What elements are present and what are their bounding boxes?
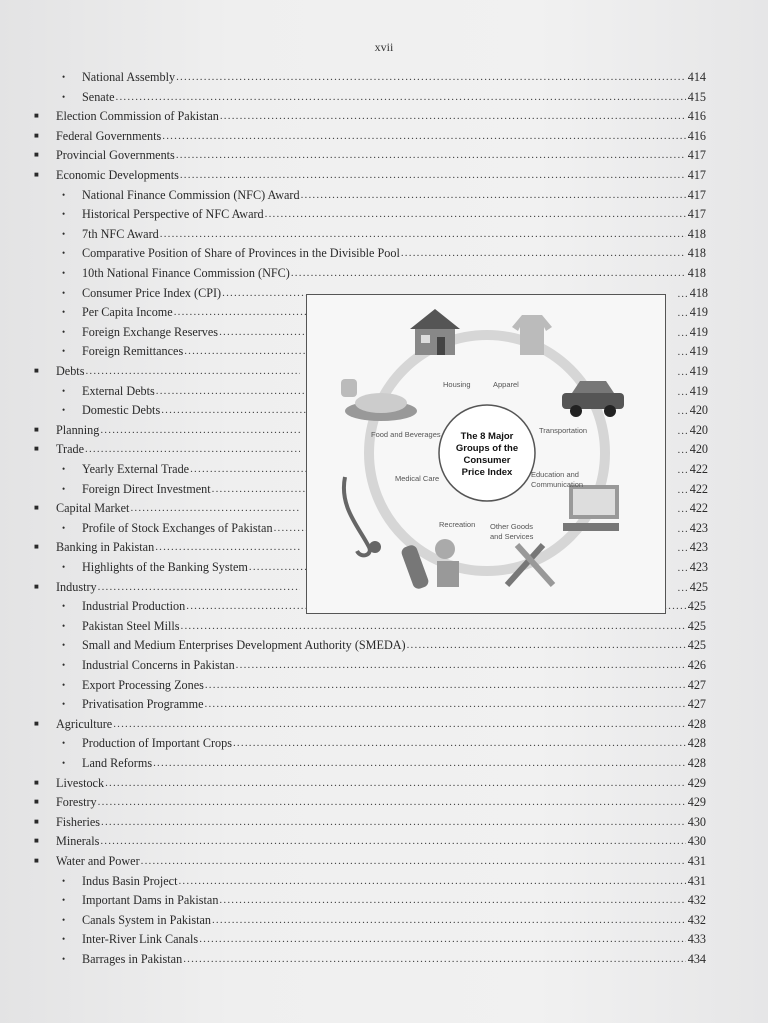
toc-entry-title: Profile of Stock Exchanges of Pakistan (82, 520, 273, 535)
toc-entry[interactable] (62, 264, 706, 282)
leader-dots (85, 440, 300, 458)
toc-entry-title: Debts (56, 364, 85, 378)
round-bullet-icon: • (62, 914, 66, 925)
toc-entry[interactable] (62, 480, 306, 498)
toc-entry-page: 433 (687, 932, 706, 947)
round-bullet-icon: • (62, 464, 66, 474)
computer-icon (563, 485, 619, 531)
cpi-groups-figure (306, 294, 666, 614)
leader-dots (220, 107, 686, 125)
toc-entry-page-number: 420 (689, 442, 708, 457)
toc-entry-page-number: 419 (689, 305, 708, 320)
toc-entry-page-number: 419 (689, 344, 708, 359)
toc-entry[interactable]: ■ Fisheries ..... 430 (56, 813, 706, 831)
leader-dots: ... (677, 424, 689, 437)
toc-entry-title: Consumer Price Index (CPI) (82, 285, 222, 300)
toc-entry[interactable]: ■ Planning ..... (56, 421, 300, 439)
leader-dots (222, 284, 306, 302)
toc-entry-title: Minerals (56, 834, 100, 849)
toc-entry-page-number: 419 (689, 324, 708, 339)
round-bullet-icon: • (62, 758, 66, 768)
label-medical: Medical Care (395, 474, 440, 483)
leader-dots (100, 832, 685, 850)
toc-entry-page (674, 460, 708, 479)
toc-entry-title: Planning (56, 422, 100, 437)
toc-entry-title: Foreign Remittances (82, 344, 184, 359)
center-title-4: Price Index (461, 467, 513, 478)
toc-entry[interactable] (62, 401, 306, 419)
leader-dots (205, 695, 686, 713)
leader-dots: ... (677, 542, 689, 555)
leader-dots (178, 872, 685, 890)
toc-entry-page-number: 423 (689, 520, 708, 535)
round-bullet-icon: • (62, 268, 66, 278)
leader-dots (176, 146, 686, 164)
toc-entry-page: 434 (687, 952, 706, 966)
toc-entry-title: National Finance Commission (NFC) Award (82, 187, 300, 202)
leader-dots: ... (677, 503, 689, 516)
toc-entry[interactable] (62, 205, 706, 223)
leader-dots (113, 715, 686, 733)
toc-entry-page: 425 (687, 599, 706, 614)
toc-entry-page: 417 (687, 187, 706, 202)
toc-entry[interactable] (62, 225, 706, 243)
page-number: xvii (374, 40, 394, 54)
toc-entry-page-number: 425 (689, 579, 708, 594)
leader-dots: ... (677, 444, 689, 457)
toc-entry[interactable] (62, 695, 706, 713)
toc-entry[interactable]: ■ Industry ..... (56, 578, 300, 596)
leader-dots (153, 754, 686, 772)
toc-entry-page: 431 (687, 873, 706, 888)
toc-entry-page: 417 (687, 207, 706, 222)
toc-entry-page-number: 422 (689, 481, 708, 496)
leader-dots: ... (677, 366, 689, 378)
toc-entry-page: 427 (687, 677, 706, 692)
toc-entry-title: Important Dams in Pakistan (82, 893, 219, 908)
round-bullet-icon: • (62, 738, 66, 749)
toc-entry[interactable]: ■ Trade ..... (56, 440, 300, 458)
leader-dots (407, 636, 686, 654)
toc-entry[interactable] (62, 460, 306, 478)
toc-entry-title: Senate (82, 89, 115, 104)
toc-entry[interactable] (62, 186, 706, 204)
toc-entry-title: 7th NFC Award (82, 226, 159, 241)
toc-entry-title: Foreign Direct Investment (82, 481, 211, 496)
toc-entry-page: 418 (687, 226, 706, 241)
toc-entry-page (674, 558, 708, 577)
toc-entry-page (674, 382, 708, 401)
toc-entry-page: 430 (687, 834, 706, 849)
toc-entry-page: 418 (687, 246, 706, 261)
toc-entry[interactable]: ■ Capital Market ..... (56, 499, 300, 517)
center-title-2: Groups of the (455, 443, 519, 454)
toc-entry-page (674, 578, 708, 597)
leader-dots (301, 186, 686, 204)
toc-entry-title: Federal Governments (56, 128, 162, 143)
toc-entry-page (674, 421, 708, 440)
toc-entry-title: Foreign Exchange Reserves (82, 324, 219, 339)
toc-entry-page-number: 418 (689, 285, 708, 300)
toc-entry-page (674, 538, 708, 557)
label-housing: Housing (443, 380, 471, 389)
round-bullet-icon: • (62, 189, 66, 200)
toc-entry[interactable]: ■ Livestock ..... 429 (56, 774, 706, 792)
leader-dots (265, 205, 686, 223)
toc-entry[interactable]: ■ Election Commission of Pakistan ..... 416 (56, 107, 706, 125)
toc-entry[interactable]: ■ Debts ..... (56, 362, 300, 380)
toc-entry[interactable] (62, 284, 306, 302)
toc-entry-page: 414 (687, 70, 706, 84)
toc-entry-title: Agriculture (56, 716, 113, 731)
leader-dots: ... (677, 287, 689, 300)
toc-entry[interactable] (62, 558, 306, 576)
toc-entry-title: Yearly External Trade (82, 462, 190, 476)
toc-entry-page: 429 (687, 775, 706, 790)
toc-entry-title: National Assembly (82, 70, 176, 84)
label-other-goods-2: and Services (490, 532, 534, 541)
toc-entry[interactable] (62, 382, 306, 400)
leader-dots: ... (677, 581, 689, 594)
toc-entry-page (674, 519, 708, 538)
toc-entry[interactable]: ■ Forestry ..... 429 (56, 793, 706, 811)
leader-dots (236, 656, 686, 674)
toc-entry-title: Trade (56, 442, 84, 457)
center-title-3: Consumer (463, 455, 511, 466)
round-bullet-icon: • (62, 405, 66, 416)
leader-dots (184, 342, 306, 360)
leader-dots: ... (677, 307, 689, 320)
leader-dots (199, 930, 686, 948)
leader-dots (100, 421, 300, 439)
round-bullet-icon: • (62, 699, 66, 710)
toc-entry[interactable]: ■ Water and Power ..... 431 (56, 852, 706, 870)
label-education-2: Communication (531, 480, 584, 489)
label-recreation: Recreation (439, 520, 476, 529)
leader-dots (180, 166, 686, 184)
toc-entry-title: Provincial Governments (56, 148, 175, 163)
toc-entry-title: Highlights of the Banking System (82, 560, 248, 574)
toc-entry-page: 417 (687, 148, 706, 163)
label-education-1: Education and (531, 470, 579, 479)
round-bullet-icon: • (62, 895, 66, 906)
round-bullet-icon: • (62, 660, 66, 670)
toc-entry-title: Economic Developments (56, 168, 179, 182)
label-other-goods-1: Other Goods (490, 522, 533, 531)
leader-dots (212, 480, 306, 498)
toc-entry[interactable] (62, 930, 706, 948)
leader-dots (116, 88, 686, 106)
toc-entry-page (674, 440, 708, 459)
toc-entry-page: 426 (687, 658, 706, 672)
house-icon (410, 309, 460, 355)
round-bullet-icon: • (62, 228, 66, 239)
label-apparel: Apparel (493, 380, 519, 389)
toc-entry-page-number: 419 (689, 383, 708, 398)
leader-dots (160, 225, 686, 243)
leader-dots: ... (677, 326, 689, 339)
leader-dots (249, 558, 306, 576)
toc-entry-title: Fisheries (56, 814, 101, 829)
toc-entry[interactable] (62, 676, 706, 694)
round-bullet-icon: • (62, 385, 66, 396)
leader-dots (156, 382, 306, 400)
toc-entry[interactable]: ■ Provincial Governments ..... 417 (56, 146, 706, 164)
leader-dots (85, 362, 300, 380)
toc-entry[interactable]: ■ Minerals ..... 430 (56, 832, 706, 850)
leader-dots (219, 891, 685, 909)
round-bullet-icon: • (62, 954, 66, 964)
leader-dots (233, 734, 686, 752)
toc-entry-page (674, 499, 708, 518)
leader-dots: ... (677, 522, 689, 535)
toc-entry[interactable] (62, 617, 706, 635)
toc-entry-title: Water and Power (56, 854, 140, 868)
toc-entry[interactable] (62, 950, 706, 968)
toc-entry-page (674, 401, 708, 420)
toc-entry-page-number: 420 (689, 403, 708, 418)
toc-entry-page: 428 (687, 736, 706, 751)
toc-entry[interactable] (62, 88, 706, 106)
toc-entry[interactable] (62, 734, 706, 752)
toc-entry-page: 428 (687, 756, 706, 770)
toc-entry-page: 416 (687, 128, 706, 143)
leader-dots: ... (677, 483, 689, 496)
leader-dots (155, 538, 300, 556)
toc-entry-page: 428 (687, 716, 706, 731)
toc-entry[interactable] (62, 244, 706, 262)
toc-entry[interactable] (62, 68, 706, 86)
toc-entry-page (674, 303, 708, 322)
label-food: Food and Beverages (371, 430, 441, 439)
leader-dots (130, 499, 300, 517)
toc-entry[interactable] (62, 891, 706, 909)
toc-entry-page-number: 422 (689, 501, 708, 516)
leader-dots (161, 401, 306, 419)
toc-entry-title: Forestry (56, 795, 97, 810)
toc-entry[interactable] (62, 754, 706, 772)
toc-entry-title: Domestic Debts (82, 403, 161, 418)
toc-entry-page: 417 (687, 168, 706, 182)
toc-entry-title: Barrages in Pakistan (82, 952, 183, 966)
round-bullet-icon: • (62, 620, 66, 631)
toc-entry-title: Inter-River Link Canals (82, 932, 199, 947)
toc-entry-title: Industry (56, 579, 97, 594)
recreation-icon (400, 539, 459, 590)
leader-dots (101, 813, 686, 831)
leader-dots (162, 127, 685, 145)
toc-entry[interactable] (62, 342, 306, 360)
toc-entry-page (674, 362, 708, 381)
round-bullet-icon: • (62, 679, 66, 690)
food-icon (341, 379, 417, 421)
toc-entry-title: Banking in Pakistan (56, 540, 155, 555)
leader-dots (212, 911, 686, 929)
cpi-diagram (307, 295, 665, 613)
toc-entry-title: Election Commission of Pakistan (56, 109, 219, 124)
leader-dots (183, 950, 686, 968)
toc-entry[interactable] (62, 323, 306, 341)
toc-entry-title: Per Capita Income (82, 305, 173, 320)
round-bullet-icon: • (62, 287, 66, 298)
round-bullet-icon: • (62, 209, 66, 220)
leader-dots (141, 852, 686, 870)
round-bullet-icon: • (62, 640, 66, 651)
center-title-1: The 8 Major (460, 431, 514, 442)
round-bullet-icon: • (62, 875, 66, 886)
toc-entry-page-number: 422 (689, 462, 708, 476)
leader-dots: ... (677, 346, 689, 359)
toc-entry[interactable]: ■ Banking in Pakistan ..... (56, 538, 300, 556)
round-bullet-icon: • (62, 601, 66, 612)
leader-dots (98, 793, 686, 811)
toc-entry-title: Small and Medium Enterprises Development Authority (SMEDA) (82, 638, 406, 653)
round-bullet-icon: • (62, 326, 66, 337)
leader-dots (205, 676, 686, 694)
toc-entry-page: 431 (687, 854, 706, 868)
round-bullet-icon: • (62, 934, 66, 945)
leader-dots (105, 774, 686, 792)
toc-entry-page: 425 (687, 618, 706, 633)
toc-entry-page: 432 (687, 912, 706, 927)
leader-dots (181, 617, 686, 635)
leader-dots (98, 578, 300, 596)
round-bullet-icon: • (62, 248, 66, 259)
toc-entry[interactable]: ■ Economic Developments ..... 417 (56, 166, 706, 184)
leader-dots (174, 303, 306, 321)
round-bullet-icon: • (62, 483, 66, 494)
toc-entry-title: Production of Important Crops (82, 736, 232, 751)
toc-entry[interactable]: ■ Federal Governments ..... 416 (56, 127, 706, 145)
toc-entry-page: 432 (687, 893, 706, 908)
toc-entry-title: Capital Market (56, 501, 130, 516)
toc-entry-title: Land Reforms (82, 756, 153, 770)
toc-entry-page: 429 (687, 795, 706, 810)
toc-entry-page (674, 480, 708, 499)
toc-entry-title: Privatisation Programme (82, 697, 204, 712)
leader-dots (401, 244, 686, 262)
leader-dots (291, 264, 686, 282)
toc-entry-title: Pakistan Steel Mills (82, 618, 180, 633)
round-bullet-icon: • (62, 522, 66, 533)
toc-entry[interactable]: ■ Agriculture ..... 428 (56, 715, 706, 733)
toc-entry-page: 425 (687, 638, 706, 653)
toc-entry-page-number: 423 (689, 540, 708, 555)
toc-entry-title: Livestock (56, 775, 105, 790)
leader-dots: ... (677, 385, 689, 398)
leader-dots (176, 68, 686, 86)
toc-entry[interactable] (62, 872, 706, 890)
toc-entry-title: Industrial Production (82, 599, 186, 614)
toc-entry[interactable] (62, 911, 706, 929)
toc-entry-title: 10th National Finance Commission (NFC) (82, 266, 290, 280)
toc-entry-page: 415 (687, 89, 706, 104)
leader-dots: ... (677, 464, 689, 476)
label-transportation: Transportation (539, 426, 588, 435)
toc-entry-title: Export Processing Zones (82, 677, 204, 692)
toc-entry-page-number: 419 (689, 364, 708, 378)
leader-dots (190, 460, 306, 478)
leader-dots: ... (677, 405, 689, 418)
leader-dots (219, 323, 306, 341)
toc-entry-page: 418 (687, 266, 706, 280)
toc-entry-page-number: 420 (689, 422, 708, 437)
leader-dots (274, 519, 306, 537)
leader-dots: ... (677, 562, 689, 574)
toc-entry[interactable] (62, 519, 306, 537)
round-bullet-icon: • (62, 562, 66, 572)
toc-entry-page (674, 323, 708, 342)
toc-entry-page (674, 284, 708, 303)
toc-entry-page (674, 342, 708, 361)
toc-entry-title: Industrial Concerns in Pakistan (82, 658, 235, 672)
toc-entry-title: Canals System in Pakistan (82, 912, 211, 927)
toc-entry-title: Indus Basin Project (82, 873, 178, 888)
toc-entry-page: 427 (687, 697, 706, 712)
toc-entry[interactable] (62, 303, 306, 321)
round-bullet-icon: • (62, 72, 66, 82)
toc-entry-title: Historical Perspective of NFC Award (82, 207, 264, 222)
toc-entry-page-number: 423 (689, 560, 708, 574)
toc-entry-page: 416 (687, 109, 706, 124)
toc-entry-title: External Debts (82, 383, 155, 398)
toc-entry[interactable] (62, 636, 706, 654)
toc-entry-title: Comparative Position of Share of Provinces in the Divisible Pool (82, 246, 400, 261)
toc-entry[interactable] (62, 656, 706, 674)
round-bullet-icon: • (62, 307, 66, 318)
round-bullet-icon: • (62, 91, 66, 102)
round-bullet-icon: • (62, 346, 66, 357)
toc-entry-page: 430 (687, 814, 706, 829)
